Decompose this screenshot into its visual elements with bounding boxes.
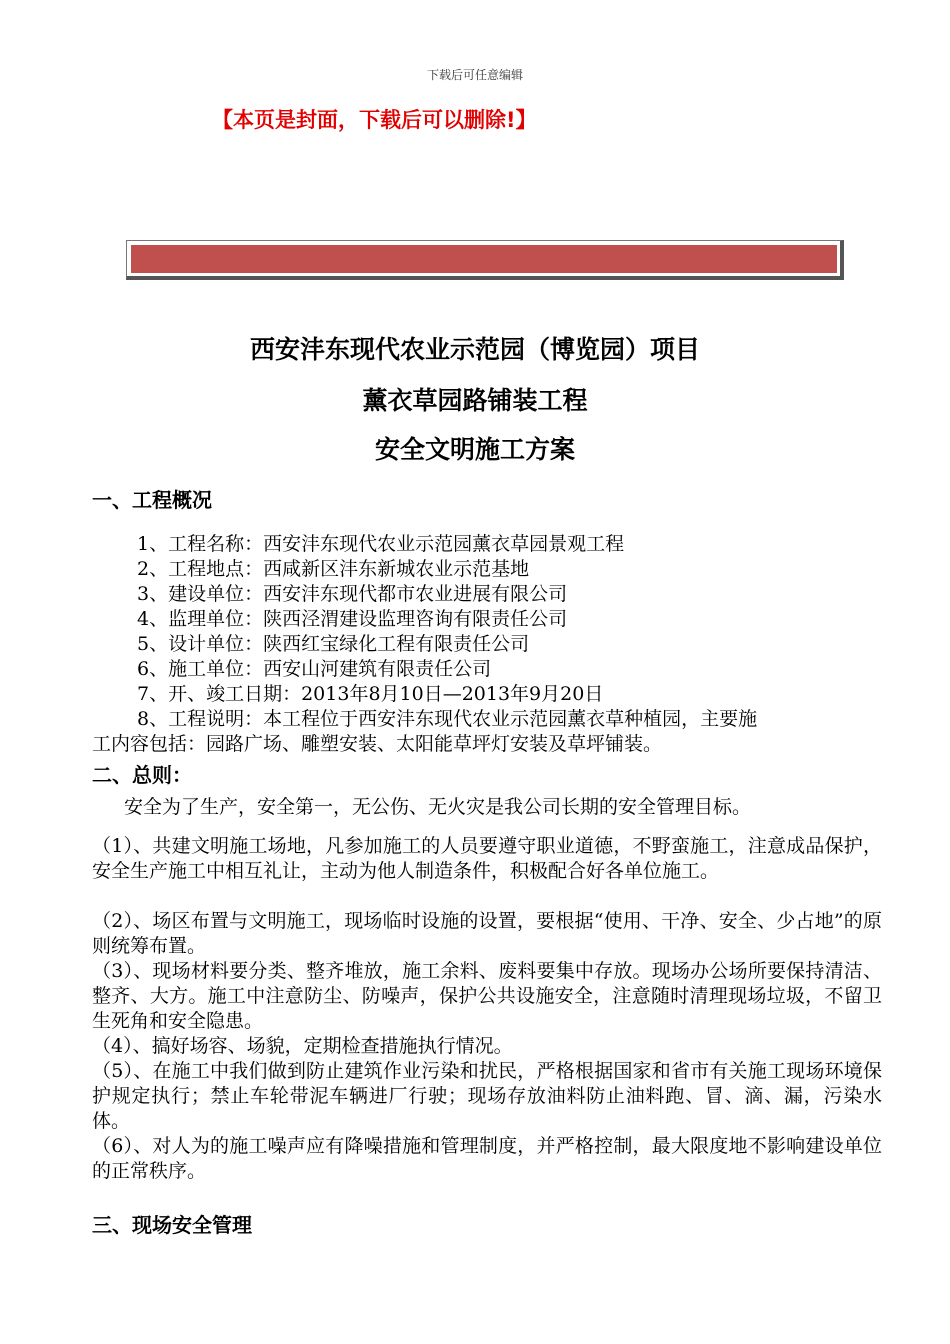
cover-removal-note: 【本页是封面，下载后可以删除!】 [212, 108, 537, 132]
overview-item-continued: 工内容包括：园路广场、雕塑安装、太阳能草坪灯安装及草坪铺装。 [92, 733, 663, 755]
general-paragraph: （5）、在施工中我们做到防止建筑作业污染和扰民，严格根据国家和省市有关施工现场环境保护规定执行；禁止车轮带泥车辆进厂行驶；现场存放油料防止油料跑、冒、滴、漏，污染水体。 [92, 1060, 882, 1132]
general-paragraph: （2）、场区布置与文明施工，现场临时设施的设置，要根据“使用、干净、安全、少占地”的原则统筹布置。 [92, 910, 882, 957]
section-heading-safety: 三、现场安全管理 [92, 1213, 252, 1237]
project-title: 西安沣东现代农业示范园（博览园）项目 [249, 335, 700, 364]
general-paragraph: （3）、现场材料要分类、整齐堆放，施工余料、废料要集中存放。现场办公场所要保持清洁、整齐、大方。施工中注意防尘、防噪声，保护公共设施安全，注意随时清理现场垃圾，不留卫生死角和安全隐患。 [92, 960, 882, 1032]
overview-item: 4、监理单位：陕西泾渭建设监理咨询有限责任公司 [137, 608, 568, 630]
overview-item: 8、工程说明：本工程位于西安沣东现代农业示范园薰衣草种植园，主要施 [137, 708, 758, 730]
overview-item: 2、工程地点：西咸新区沣东新城农业示范基地 [137, 558, 530, 580]
general-paragraph: （1）、共建文明施工场地，凡参加施工的人员要遵守职业道德，不野蛮施工，注意成品保护，安全生产施工中相互礼让，主动为他人制造条件，积极配合好各单位施工。 [92, 835, 882, 882]
page-header-note: 下载后可任意编辑 [426, 68, 523, 82]
overview-item: 7、开、竣工日期：2013年8月10日—2013年9月20日 [137, 683, 604, 705]
overview-item: 3、建设单位：西安沣东现代都市农业进展有限公司 [137, 583, 568, 605]
section-heading-general: 二、总则： [92, 763, 192, 787]
overview-item: 6、施工单位：西安山河建筑有限责任公司 [137, 658, 492, 680]
cover-banner-frame [126, 240, 844, 280]
general-paragraph: （4）、搞好场容、场貌，定期检查措施执行情况。 [92, 1035, 513, 1057]
cover-banner [131, 245, 837, 273]
general-intro: 安全为了生产，安全第一，无公伤、无火灾是我公司长期的安全管理目标。 [124, 796, 752, 818]
document-title: 安全文明施工方案 [374, 435, 575, 464]
overview-item: 5、设计单位：陕西红宝绿化工程有限责任公司 [137, 633, 530, 655]
overview-item: 1、工程名称：西安沣东现代农业示范园薰衣草园景观工程 [137, 533, 625, 555]
project-subtitle: 薰衣草园路铺装工程 [362, 386, 588, 415]
general-paragraph: （6）、对人为的施工噪声应有降噪措施和管理制度，并严格控制，最大限度地不影响建设单位的正常秩序。 [92, 1135, 882, 1182]
section-heading-overview: 一、工程概况 [92, 488, 212, 512]
